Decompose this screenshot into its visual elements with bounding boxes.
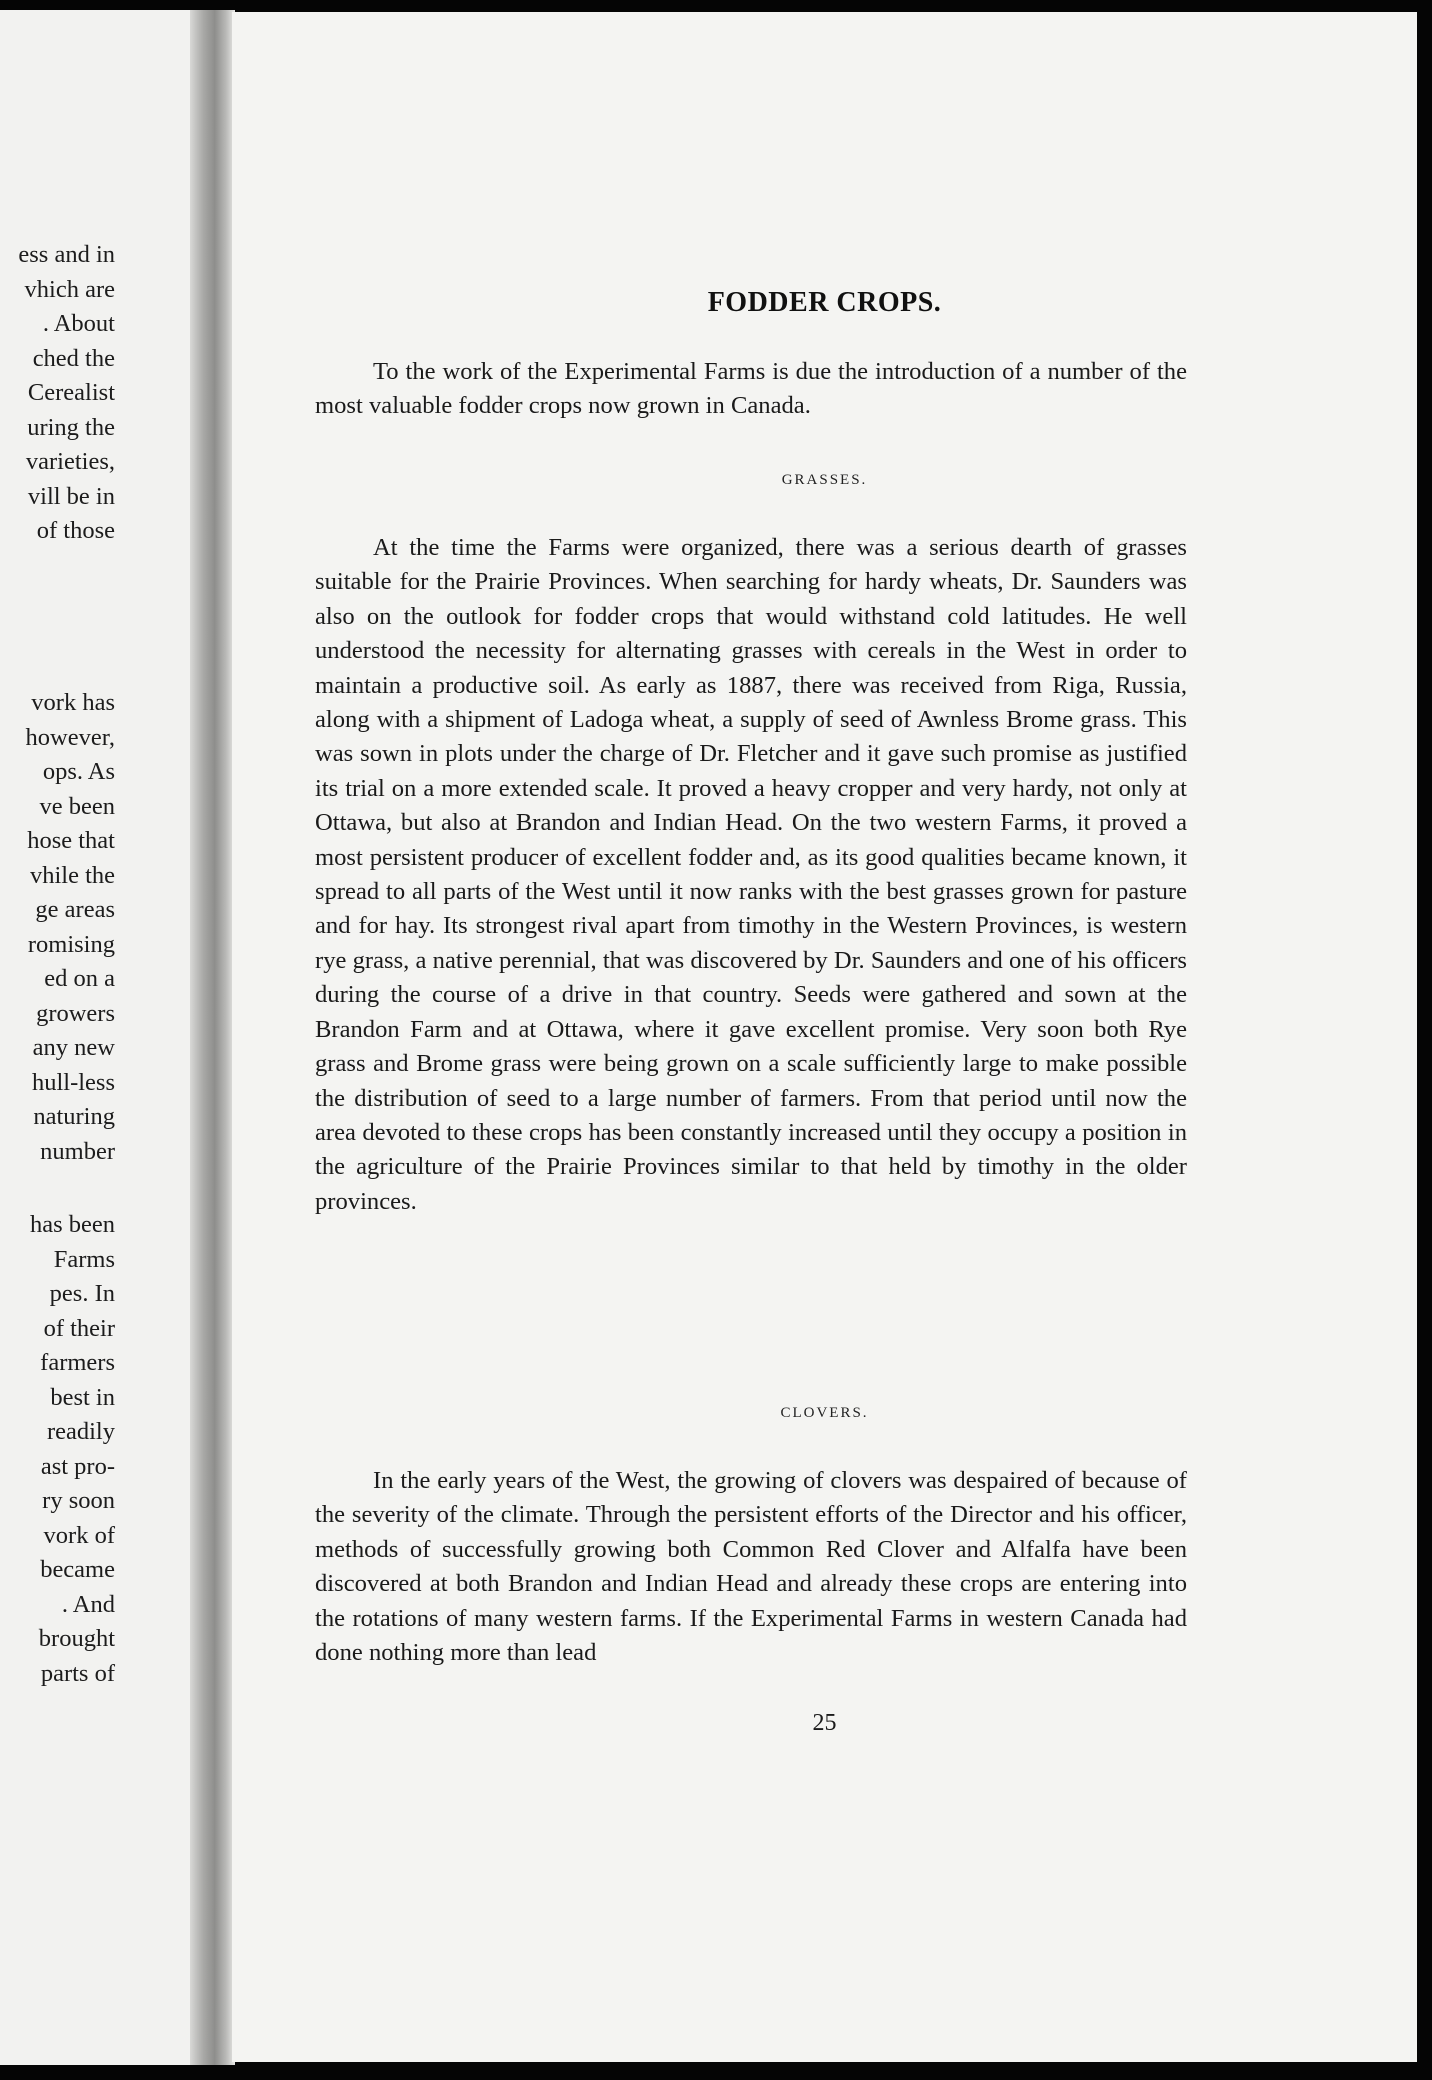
previous-page-line: readily xyxy=(46,1418,115,1445)
section-heading-grasses: GRASSES. xyxy=(781,472,868,488)
previous-page-line: any new xyxy=(32,1034,115,1061)
previous-page-line: vork has xyxy=(31,689,115,716)
previous-page-line: romising xyxy=(27,930,115,958)
grasses-paragraph: At the time the Farms were organized, there was a serious dearth of grasses suitable for the Prairie Provinces. When searching for hardy wheats, Dr. Saunders was also on the outlook for fodder crops that would withstand cold latitudes. He well understood the necessity for alternating grasses with cereals in the West in order to maintain a productive soil. As early as 1887, there was received from Riga, Russia, along with a shipment of Ladoga wheat, a supply of seed of Awnless Brome grass. This was sown in plots under the charge of Dr. Fletcher and it gave such promise as justified its trial on a more extended scale. It proved a heavy cropper and very hardy, not only at Ottawa, but also at Brandon and Indian Head. On the two western Farms, it proved a most persistent producer of excellent fodder and, as its good qualities became known, it spread to all parts of the West until it now ranks with the best grasses grown for pasture and for hay. Its strongest rival apart from timothy in the Western Provinces, is western rye grass, a native perennial, that was discovered by Dr. Saunders and one of his officers during the course of a drive in that country. Seeds were gathered and sown at the Brandon Farm and at Ottawa, where it gave excellent promise. Very soon both Rye grass and Brome grass were being grown on a scale sufficiently large to make possible the distribution of seed to a large number of farmers. From that period until now the area devoted to these crops has been constantly increased until they occupy a position in the agriculture of the Prairie Provinces similar to that held by timothy in the older provinces. xyxy=(315,534,1187,1215)
previous-page-line: ops. As xyxy=(42,758,115,785)
book-gutter xyxy=(190,10,235,2065)
previous-page-line: vork of xyxy=(43,1521,115,1549)
previous-page-line: Farms xyxy=(53,1245,115,1273)
previous-page-edge xyxy=(0,10,215,2065)
clovers-paragraph: In the early years of the West, the growing of clovers was despaired of because of the severity of the climate. Through the persistent efforts of the Director and his officer, methods of successfully growing both Common Red Clover and Alfalfa have been discovered at both Brandon and Indian Head and already these crops are entering into the rotations of many western farms. If the Experimental Farms in western Canada had done nothing more than lead xyxy=(315,1467,1187,1667)
previous-page-line: ess and in xyxy=(18,241,115,268)
previous-page-line: hull-less xyxy=(31,1068,115,1096)
previous-page-line: of those xyxy=(36,517,115,544)
previous-page-line: vill be in xyxy=(27,482,115,510)
previous-page-line: however, xyxy=(25,723,115,751)
previous-page-line: ry soon xyxy=(42,1487,115,1514)
previous-page-line: brought xyxy=(38,1625,115,1652)
previous-page-line: of their xyxy=(43,1314,115,1342)
previous-page-line: became xyxy=(40,1556,115,1583)
previous-page-line: has been xyxy=(29,1211,115,1238)
previous-page-line: number xyxy=(40,1137,115,1165)
intro-paragraph: To the work of the Experimental Farms is due the introduction of a number of the most valuable fodder crops now grown in Canada. xyxy=(315,358,1187,420)
previous-page-line: farmers xyxy=(40,1349,115,1376)
previous-page-line: . And xyxy=(61,1590,115,1618)
previous-page-line: ve been xyxy=(39,792,115,820)
previous-page-line: best in xyxy=(50,1383,115,1411)
previous-page-line: hose that xyxy=(27,827,115,854)
previous-page-line: ched the xyxy=(32,344,115,372)
previous-page-line: ast pro- xyxy=(40,1452,115,1480)
page-number: 25 xyxy=(812,1710,837,1736)
previous-page-line: vhile the xyxy=(29,861,115,889)
previous-page-line: growers xyxy=(36,999,115,1027)
previous-page-line: Cerealist xyxy=(27,379,115,406)
previous-page-line: ge areas xyxy=(35,896,115,923)
previous-page-line: varieties, xyxy=(25,448,115,475)
page xyxy=(232,12,1417,2062)
previous-page-line: . About xyxy=(42,310,115,337)
section-heading-clovers: CLOVERS. xyxy=(780,1405,869,1421)
previous-page-line: vhich are xyxy=(24,275,115,303)
previous-page-line: naturing xyxy=(33,1103,115,1130)
previous-page-line: pes. In xyxy=(49,1280,115,1307)
page-title: FODDER CROPS. xyxy=(707,287,942,318)
previous-page-line: parts of xyxy=(40,1659,115,1687)
previous-page-line: ed on a xyxy=(44,965,115,992)
previous-page-line: uring the xyxy=(27,413,115,441)
